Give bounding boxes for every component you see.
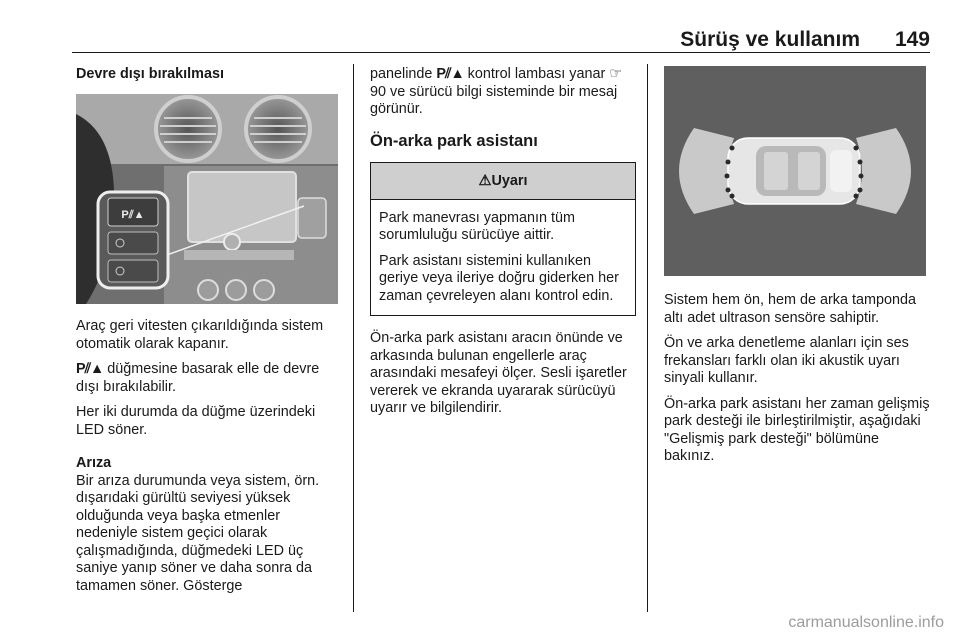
paragraph-acoustic: Ön ve arka denetleme alanları için ses frekansları farklı olan iki akustik uyarı sinyali kullanır. bbox=[664, 335, 909, 386]
column-2 bbox=[370, 66, 636, 426]
column-1-body bbox=[76, 318, 342, 603]
warning-title: Uyarı bbox=[491, 173, 528, 189]
car-top-view-icon bbox=[728, 138, 860, 204]
paragraph-continued bbox=[370, 66, 636, 119]
car-sensor-illustration bbox=[664, 66, 926, 276]
car-sensor-figure bbox=[664, 66, 926, 276]
park-assist-symbol-icon: P⫽▲ bbox=[76, 361, 104, 377]
heading-deactivation: Devre dışı bırakılması bbox=[76, 66, 224, 82]
watermark: carmanualsonline.info bbox=[788, 614, 944, 631]
column-divider-right bbox=[647, 64, 648, 612]
warning-icon: ⚠ bbox=[478, 173, 492, 189]
warning-body bbox=[371, 200, 635, 316]
left-vent-icon bbox=[156, 97, 220, 161]
park-assist-lamp-icon: P⫽▲ bbox=[436, 66, 464, 82]
paragraph-manual-off-text: düğmesine basarak elle de devre dışı bırakılabilir. bbox=[76, 361, 320, 395]
paragraph-sensors: Sistem hem ön, hem de arka tamponda altı adet ultrason sensöre sahiptir. bbox=[664, 292, 916, 326]
continued-prefix: panelinde bbox=[370, 66, 437, 82]
dashboard-figure bbox=[76, 94, 338, 304]
park-assist-button-icon: P⫽▲ bbox=[121, 209, 145, 221]
button-inset bbox=[98, 192, 168, 288]
warning-paragraph-2: Park asistanı sistemini kullanıken geriye veya ileriye doğru giderken her zaman çevreleyen alanı kontrol edin. bbox=[379, 252, 619, 304]
heading-fault: Arıza bbox=[76, 455, 112, 471]
paragraph-auto-off: Araç geri vitesten çıkarıldığında sistem otomatik olarak kapanır. bbox=[76, 318, 324, 352]
warning-box bbox=[370, 162, 636, 316]
warning-header bbox=[371, 163, 635, 200]
paragraph-measures-distance: Ön-arka park asistanı aracın önünde ve arkasında bulunan engellerle araç arasındaki mesafeyi ölçer. Sesli işaretler vererek ve ekranda uyararak sürücüyü uyarır ve bilgilendirir. bbox=[370, 330, 627, 416]
continued-text: kontrol lambası yanar bbox=[463, 66, 606, 82]
paragraph-fault: Bir arıza durumunda veya sistem, örn. dışarıdaki gürültü seviyesi yüksek olduğunda veya başka etmenler nedeniyle sistem geçici olarak çalışmadığında, düğmedeki LED üç saniye yanıp söner ve daha sonra da tamamen söner. Gösterge bbox=[76, 472, 320, 594]
column-3-body bbox=[664, 292, 930, 474]
dashboard-illustration bbox=[76, 94, 338, 304]
page-number: 149 bbox=[894, 28, 930, 51]
paragraph-led-off: Her iki durumda da düğme üzerindeki LED söner. bbox=[76, 404, 316, 438]
front-detection-zone bbox=[856, 128, 911, 214]
heading-front-rear-park-assist: Ön-arka park asistanı bbox=[370, 131, 538, 150]
rear-detection-zone bbox=[679, 128, 734, 214]
page-header-title: Sürüş ve kullanım bbox=[680, 28, 860, 51]
page-reference-link[interactable]: ☞ 90 ve sürücü bilgi sisteminde bir mesaj görünür. bbox=[370, 66, 623, 117]
warning-paragraph-1: Park manevrası yapmanın tüm sorumluluğu sürücüye aittir. bbox=[379, 209, 575, 243]
column-1 bbox=[76, 66, 342, 84]
paragraph-advanced-assist: Ön-arka park asistanı her zaman gelişmiş park desteği ile birleştirilmiştir, aşağıdaki "Gelişmiş park desteği" bölümüne bakınız. bbox=[664, 395, 930, 464]
header-rule bbox=[72, 52, 930, 53]
infotainment-screen bbox=[188, 172, 296, 242]
paragraph-manual-off bbox=[76, 361, 342, 396]
right-vent-icon bbox=[246, 97, 310, 161]
column-divider-left bbox=[353, 64, 354, 612]
